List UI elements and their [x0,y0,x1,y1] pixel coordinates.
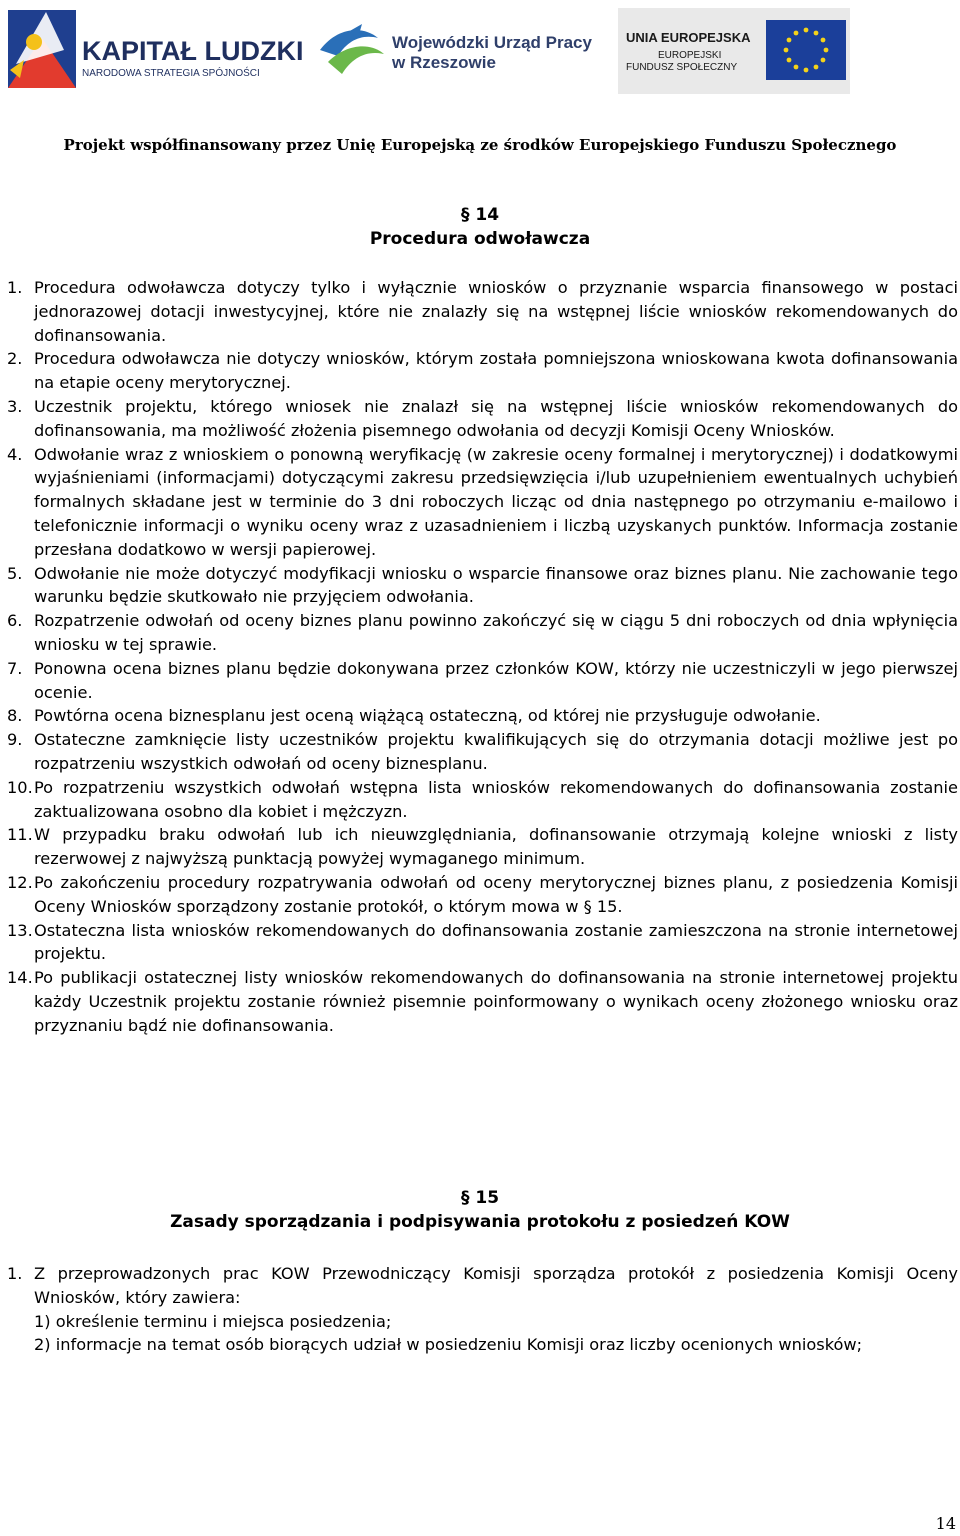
section-14-heading [0,203,960,251]
item-number: 3. [7,396,23,416]
item-text: Powtórna ocena biznesplanu jest oceną wiążącą ostateczną, od której nie przysługuje odwołanie. [34,706,821,726]
item-number: 11. [7,825,33,845]
item-number: 1. [7,1264,23,1283]
list-item [0,609,958,657]
svg-text:EUROPEJSKI: EUROPEJSKI [658,50,722,61]
item-text: Procedura odwoławcza nie dotyczy wniosków, którym została pomniejszona wnioskowana kwota dofinansowania na etapie oceny merytorycznej. [34,349,958,393]
list-item [0,919,958,967]
list-item [0,395,958,443]
item-number: 9. [7,730,23,750]
item-text: Po rozpatrzeniu wszystkich odwołań wstępna lista wniosków rekomendowanych do dofinansowania zostanie zaktualizowana osobno dla kobiet i mężczyzn. [34,777,958,821]
section-15-list [0,1262,958,1357]
item-number: 2. [7,349,23,369]
list-item [0,871,958,919]
svg-text:UNIA EUROPEJSKA: UNIA EUROPEJSKA [626,30,751,45]
section-14-list [0,276,958,1038]
item-number: 6. [7,611,23,631]
item-text: Odwołanie nie może dotyczyć modyfikacji wniosku o wsparcie finansowe oraz biznes planu. Nie zachowanie tego warunku będzie skutkowało nie przyjęciem odwołania. [34,563,958,607]
list-item [0,966,958,1037]
list-item [0,562,958,610]
item-text: Rozpatrzenie odwołań od oceny biznes planu powinno zakończyć się w ciągu 5 dni roboczych od dnia wpłynięcia wniosku w tej sprawie. [34,611,958,654]
list-item [0,276,958,347]
item-number: 12. [7,872,33,892]
item-text: Z przeprowadzonych prac KOW Przewodniczący Komisji sporządza protokół z posiedzenia Komisji Oceny Wniosków, który zawiera: [34,1264,958,1307]
sub-item: 2) informacje na temat osób biorących udział w posiedzeniu Komisji oraz liczby ocenionych wniosków; [34,1335,863,1355]
list-item [0,823,958,871]
item-text: Procedura odwoławcza dotyczy tylko i wyłącznie wniosków o przyznanie wsparcia finansowego w postaci jednorazowej dotacji inwestycyjnej, które nie znalazły się na wstępnej liście wniosków rekomendowanych do dofinansowania. [34,278,958,345]
svg-text:KAPITAŁ LUDZKI: KAPITAŁ LUDZKI [82,36,304,66]
item-number: 4. [7,444,23,464]
list-item [0,657,958,705]
list-item [0,347,958,395]
svg-text:Wojewódzki Urząd Pracy: Wojewódzki Urząd Pracy [392,33,592,52]
item-number: 8. [7,706,23,726]
funding-note: Projekt współfinansowany przez Unię Europejską ze środków Europejskiego Funduszu Społecznego [63,136,897,154]
item-number: 1. [7,278,23,297]
item-number: 13. [7,920,33,940]
section-number: § 14 [460,205,500,225]
sub-item: 1) określenie terminu i miejsca posiedzenia; [34,1311,392,1331]
svg-text:NARODOWA STRATEGIA SPÓJNOŚCI: NARODOWA STRATEGIA SPÓJNOŚCI [82,68,260,79]
item-number: 14. [7,968,33,988]
section-title: Zasady sporządzania i podpisywania protokołu z posiedzeń KOW [170,1212,790,1232]
kapital-ludzki-logo [6,8,304,92]
section-number: § 15 [460,1188,500,1208]
section-15-heading [0,1186,960,1234]
svg-text:w Rzeszowie: w Rzeszowie [392,53,496,72]
item-text: Po zakończeniu procedury rozpatrywania odwołań od oceny merytorycznej biznes planu, z posiedzenia Komisji Oceny Wniosków sporządzony zostanie protokół, o którym mowa w § 15. [34,872,958,916]
item-text: Ponowna ocena biznes planu będzie dokonywana przez członków KOW, którzy nie uczestniczyli w jego pierwszej ocenie. [34,658,958,702]
list-item [0,443,958,562]
list-item [0,1262,958,1357]
wup-rzeszow-logo [318,20,598,80]
list-item [0,728,958,776]
header-logos [0,0,960,100]
list-item [0,776,958,824]
page-number: 14 [935,1514,956,1533]
item-text: Po publikacji ostatecznej listy wniosków rekomendowanych do dofinansowania na stronie internetowej projektu każdy Uczestnik projektu zostanie również pisemnie poinformowany o wynikach oceny złożonego wniosku oraz przyznaniu bądź nie dofinansowania. [34,968,958,1035]
item-number: 10. [7,777,33,797]
item-text: Uczestnik projektu, którego wniosek nie znalazł się na wstępnej liście wniosków rekomendowanych do dofinansowania, ma możliwość złożenia pisemnego odwołania od decyzji Komisji Oceny Wniosków. [34,396,958,440]
item-number: 7. [7,658,23,678]
section-title: Procedura odwoławcza [369,229,591,249]
item-text: Ostateczne zamknięcie listy uczestników projektu kwalifikujących się do otrzymania dotacji możliwe jest po rozpatrzeniu wszystkich odwołań od oceny biznesplanu. [34,730,958,773]
eu-social-fund-logo [618,8,850,94]
item-text: Odwołanie wraz z wnioskiem o ponowną weryfikację (w zakresie oceny formalnej i merytorycznej) i dodatkowymi wyjaśnieniami (informacjami) dotyczącymi zakresu przedsięwzięcia i/lub uzupełnieniem ewentualnych uchybień formalnych składane jest w terminie do 3 dni roboczych licząc od dnia następnego po otrzymaniu e-mailowo i telefonicznie informacji o wyniku oceny wraz z uzasadnieniem i liczbą uzyskanych punktów. Informacja zostanie przesłana dodatkowo w wersji papierowej. [34,444,958,559]
item-text: Ostateczna lista wniosków rekomendowanych do dofinansowania zostanie zamieszczona na stronie internetowej projektu. [34,920,958,964]
item-text: W przypadku braku odwołań lub ich nieuwzględniania, dofinansowanie otrzymają kolejne wnioski z listy rezerwowej z najwyższą punktacją powyżej wymaganego minimum. [34,825,958,869]
item-number: 5. [7,563,23,583]
svg-text:FUNDUSZ SPOŁECZNY: FUNDUSZ SPOŁECZNY [626,62,738,73]
list-item [0,704,958,728]
